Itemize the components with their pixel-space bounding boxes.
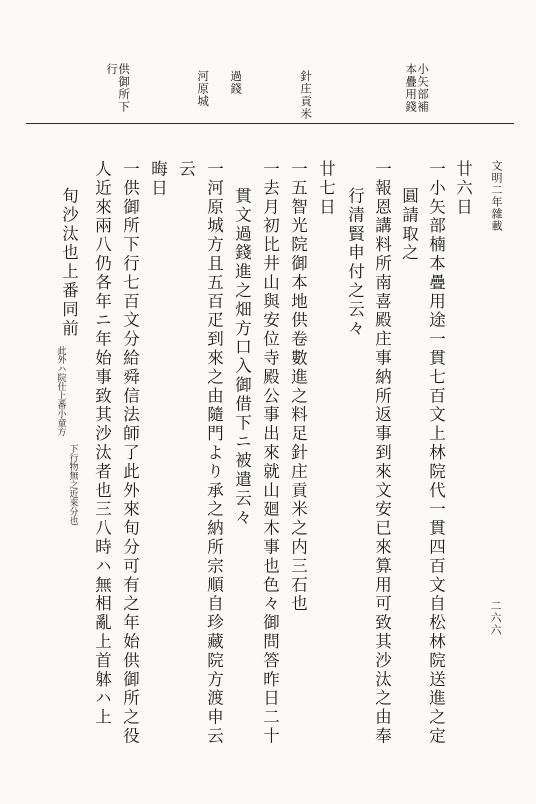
text-line-main: 旬沙汰也上番同前 xyxy=(59,187,79,339)
text-line: 圓請取之 xyxy=(399,187,419,263)
margin-gloss: 河原城 xyxy=(196,70,211,108)
running-title: 文明二年雜載 xyxy=(490,160,503,232)
inline-note-left: 下行物無之近來分也 xyxy=(67,443,78,525)
text-line: 廿七日 xyxy=(316,160,336,217)
margin-gloss: 針庄貢米 xyxy=(299,70,314,120)
inline-note-right: 此外ハ院仕上番小童方 xyxy=(55,345,66,436)
text-line: 一小矢部楠本疊用途一貫七百文上林院代一貫四百文自松林院送進之定 xyxy=(426,160,446,746)
text-line: 一報恩講料所南喜殿庄事納所返事到來文安已來算用可致其沙汰之由奉 xyxy=(372,160,392,746)
text-line: 一供御所下行七百文分給舜信法師了此外來旬分可有之年始供御所之役 xyxy=(120,160,140,746)
page-number: 二六六 xyxy=(489,600,502,636)
text-line: 貫文過錢進之畑方口入御借下ニ被遣云々 xyxy=(232,187,252,528)
text-line: 行清賢申付之云々 xyxy=(345,187,365,339)
text-line: 人近來兩八仍各年ニ年始事致其沙汰者也三八時ハ無相亂上首躰ハ上 xyxy=(92,160,112,727)
margin-gloss: 小矢部補 本疊用錢 xyxy=(404,63,431,113)
header-divider xyxy=(26,123,514,124)
text-line: 廿六日 xyxy=(453,160,473,217)
text-line: 晦日 xyxy=(148,160,168,198)
text-line: 云 xyxy=(176,160,196,179)
text-line: 一河原城方且五百疋到來之由隨門より承之納所宗順自珍藏院方渡申云 xyxy=(204,160,224,746)
margin-gloss: 過錢 xyxy=(229,70,244,95)
text-line: 一五智光院御本地供卷數進之料足針庄貢米之内三石也 xyxy=(288,160,308,614)
margin-gloss: 供御所下 行 xyxy=(105,63,132,113)
text-line: 一去月初比井山與安位寺殿公事出來就山廻木事也色々御問答昨日二十 xyxy=(260,160,280,746)
text-line xyxy=(55,187,79,525)
